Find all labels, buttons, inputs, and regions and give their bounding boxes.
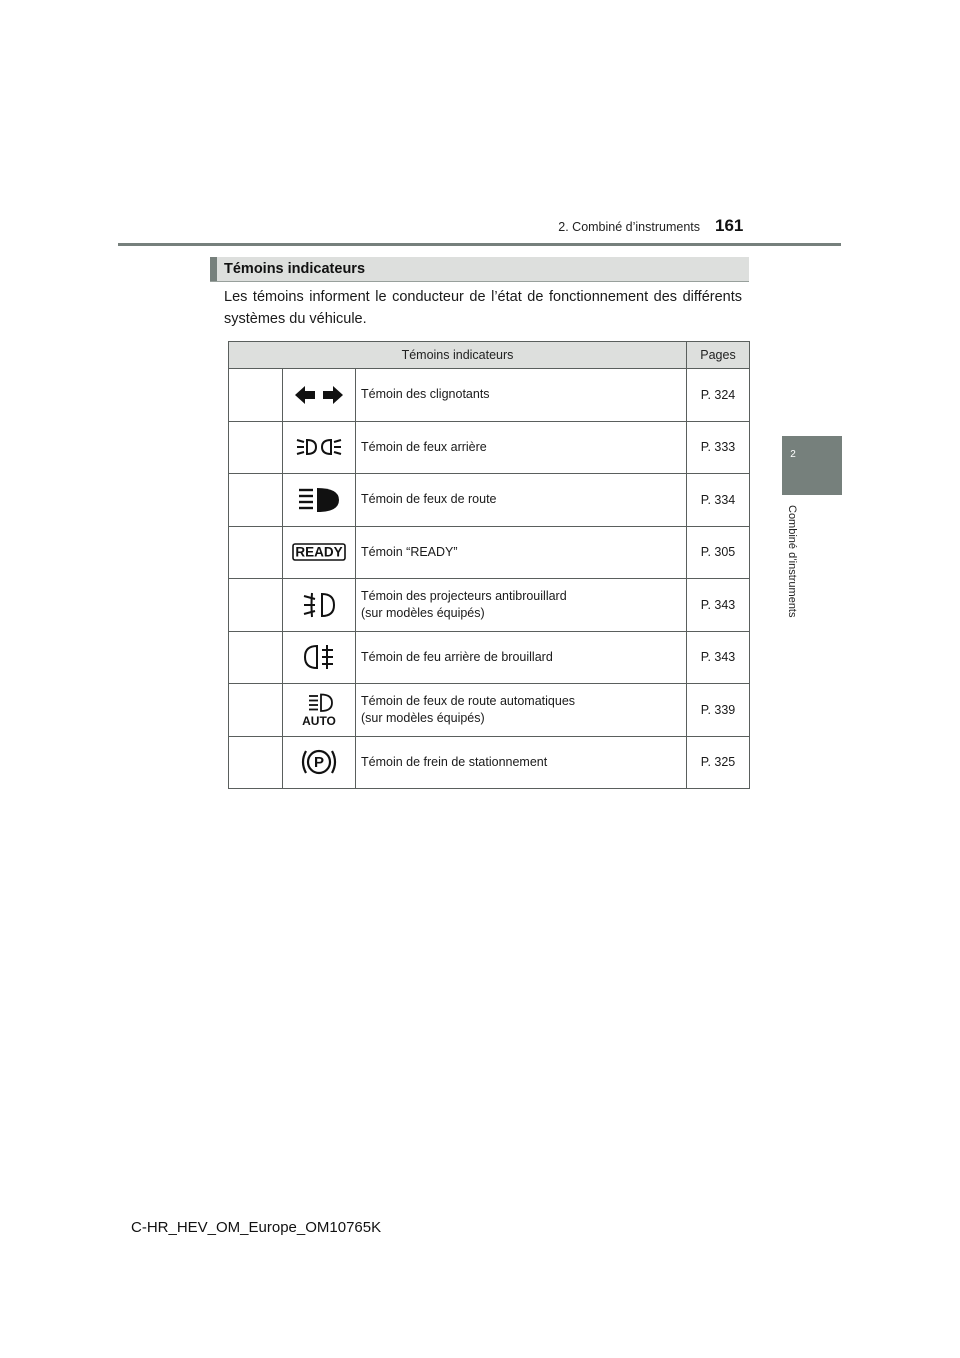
table-cell-description bbox=[356, 369, 687, 422]
table-row bbox=[229, 736, 750, 789]
chapter-tab-number: 2 bbox=[790, 449, 796, 460]
table-cell-description bbox=[356, 421, 687, 474]
description-line: (sur modèles équipés) bbox=[361, 605, 485, 620]
chapter-tab-label: Combiné d’instruments bbox=[786, 505, 798, 618]
table-cell-page: P. 325 bbox=[687, 736, 750, 789]
description-line: (sur modèles équipés) bbox=[361, 710, 485, 725]
table-cell-page: P. 324 bbox=[687, 369, 750, 422]
tail-light-icon bbox=[295, 435, 343, 459]
table-cell-blank bbox=[229, 736, 283, 789]
table-cell-blank bbox=[229, 474, 283, 527]
table-cell-description bbox=[356, 736, 687, 789]
description-line: Témoin de frein de stationnement bbox=[361, 754, 548, 769]
table-cell-blank bbox=[229, 526, 283, 579]
table-cell-description bbox=[356, 579, 687, 632]
table-row bbox=[229, 421, 750, 474]
table-cell-page: P. 305 bbox=[687, 526, 750, 579]
document-code: C-HR_HEV_OM_Europe_OM10765K bbox=[131, 1219, 382, 1236]
section-heading-bar bbox=[210, 257, 217, 281]
front-fog-light-icon bbox=[302, 590, 336, 620]
table-cell-page: P. 343 bbox=[687, 579, 750, 632]
table-cell-page: P. 343 bbox=[687, 631, 750, 684]
table-cell-page: P. 334 bbox=[687, 474, 750, 527]
parking-brake-icon bbox=[301, 746, 337, 778]
header-section-title: 2. Combiné d’instruments bbox=[558, 220, 700, 234]
section-heading bbox=[210, 257, 749, 282]
table-cell-blank bbox=[229, 421, 283, 474]
chapter-tab bbox=[782, 436, 842, 495]
ready-icon bbox=[292, 543, 346, 561]
table-cell-description bbox=[356, 474, 687, 527]
section-heading-title: Témoins indicateurs bbox=[224, 261, 366, 277]
table-row bbox=[229, 579, 750, 632]
description-line: Témoin de feu arrière de brouillard bbox=[361, 649, 553, 664]
table-cell-icon bbox=[283, 474, 356, 527]
auto-high-beam-icon bbox=[301, 693, 337, 727]
table-cell-icon bbox=[283, 526, 356, 579]
table-cell-blank bbox=[229, 579, 283, 632]
turn-signal-arrows-icon bbox=[294, 384, 344, 406]
table-row bbox=[229, 631, 750, 684]
table-row bbox=[229, 369, 750, 422]
description-line: Témoin des projecteurs antibrouillard bbox=[361, 588, 567, 603]
table-cell-blank bbox=[229, 631, 283, 684]
high-beam-icon bbox=[297, 486, 341, 514]
table-cell-description bbox=[356, 526, 687, 579]
table-cell-description bbox=[356, 631, 687, 684]
table-cell-description bbox=[356, 684, 687, 737]
table-row bbox=[229, 474, 750, 527]
table-cell-page: P. 339 bbox=[687, 684, 750, 737]
table-cell-icon bbox=[283, 421, 356, 474]
table-cell-page: P. 333 bbox=[687, 421, 750, 474]
description-line: Témoin des clignotants bbox=[361, 387, 490, 402]
rear-fog-light-icon bbox=[303, 642, 335, 672]
header-pages: Pages bbox=[687, 342, 750, 369]
table-cell-blank bbox=[229, 369, 283, 422]
table-cell-icon bbox=[283, 579, 356, 632]
description-line: Témoin de feux de route automatiques bbox=[361, 693, 576, 708]
table-header-row bbox=[229, 342, 750, 369]
auto-icon-text: AUTO bbox=[302, 713, 336, 727]
table-cell-icon bbox=[283, 684, 356, 737]
description-line: Témoin de feux arrière bbox=[361, 439, 487, 454]
table-row bbox=[229, 684, 750, 737]
header-divider bbox=[118, 243, 841, 246]
description-line: Témoin de feux de route bbox=[361, 492, 497, 507]
ready-icon-text: READY bbox=[295, 544, 343, 560]
intro-paragraph: Les témoins informent le conducteur de l’état de fonctionnement des différents systèmes du véhicule. bbox=[224, 289, 742, 327]
description-line: Témoin “READY” bbox=[361, 544, 458, 559]
page-number: 161 bbox=[715, 216, 744, 235]
table-cell-icon bbox=[283, 369, 356, 422]
table-cell-icon bbox=[283, 631, 356, 684]
header-indicators: Témoins indicateurs bbox=[229, 342, 687, 369]
table-cell-blank bbox=[229, 684, 283, 737]
indicator-table bbox=[228, 341, 750, 789]
table-row bbox=[229, 526, 750, 579]
parking-icon-text: P bbox=[313, 754, 325, 772]
table-cell-icon bbox=[283, 736, 356, 789]
